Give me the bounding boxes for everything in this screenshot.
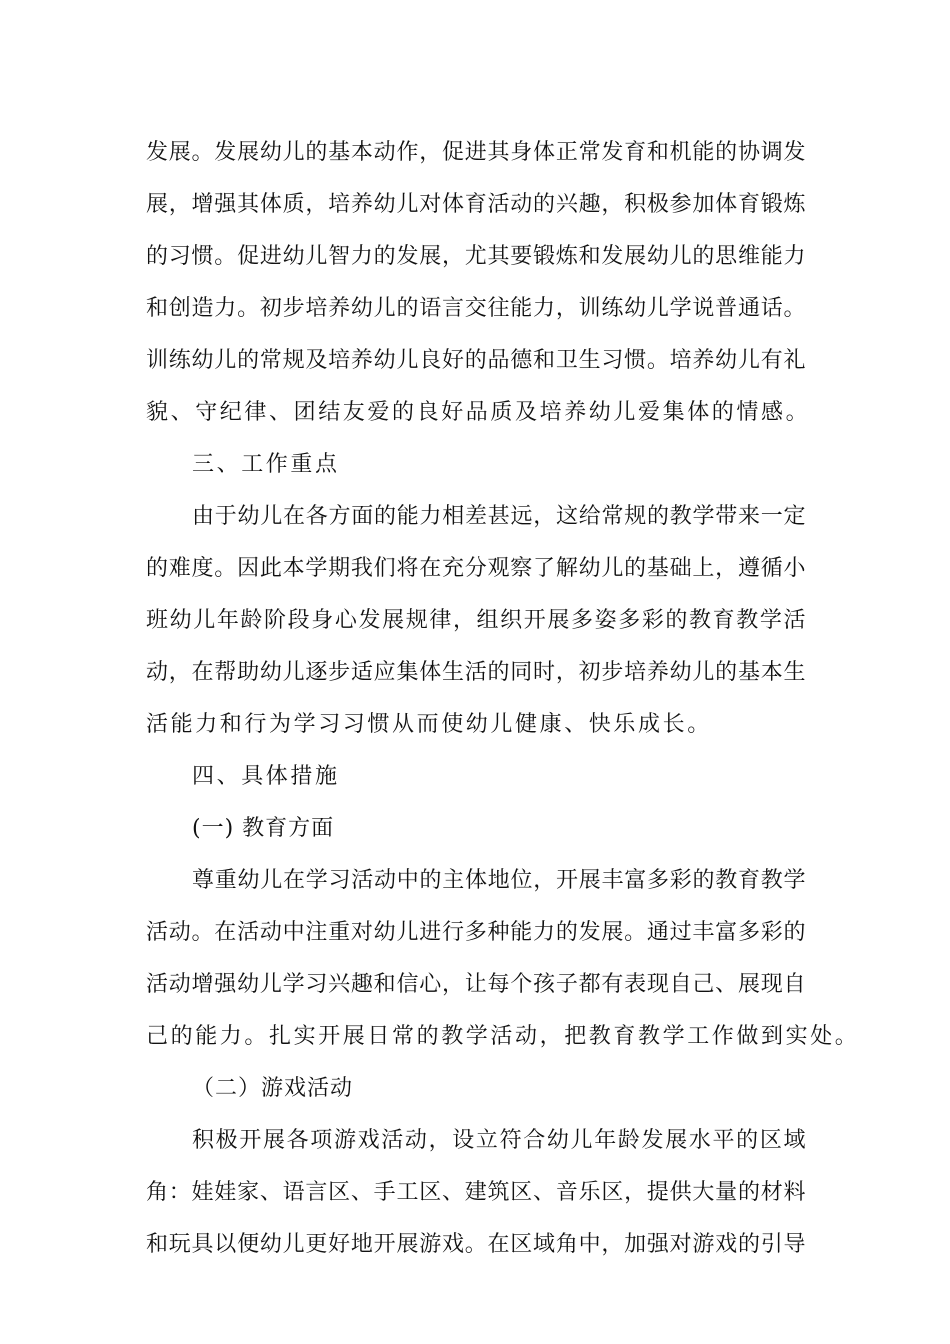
subsection-heading-games: （二）游戏活动 bbox=[192, 1076, 354, 1101]
body-text-line: 活能力和行为学习习惯从而使幼儿健康、快乐成长。 bbox=[146, 712, 712, 737]
subsection-heading-education: (一) 教育方面 bbox=[192, 816, 335, 841]
paragraph-first-line: 由于幼儿在各方面的能力相差甚远，这给常规的教学带来一定 bbox=[192, 504, 806, 529]
body-text-line: 训练幼儿的常规及培养幼儿良好的品德和卫生习惯。培养幼儿有礼 bbox=[146, 348, 806, 373]
body-text-line: 动，在帮助幼儿逐步适应集体生活的同时，初步培养幼儿的基本生 bbox=[146, 660, 806, 685]
body-text-line: 的难度。因此本学期我们将在充分观察了解幼儿的基础上，遵循小 bbox=[146, 556, 806, 581]
body-text-line: 发展。发展幼儿的基本动作，促进其身体正常发育和机能的协调发 bbox=[146, 140, 806, 165]
body-text-line: 的习惯。促进幼儿智力的发展，尤其要锻炼和发展幼儿的思维能力 bbox=[146, 244, 806, 269]
body-text-line: 貌、守纪律、团结友爱的良好品质及培养幼儿爱集体的情感。 bbox=[146, 400, 811, 425]
paragraph-first-line: 积极开展各项游戏活动，设立符合幼儿年龄发展水平的区域 bbox=[192, 1128, 806, 1153]
body-text-line: 和玩具以便幼儿更好地开展游戏。在区域角中，加强对游戏的引导 bbox=[146, 1232, 806, 1257]
section-heading-measures: 四、具体措施 bbox=[192, 764, 340, 789]
body-text-line: 和创造力。初步培养幼儿的语言交往能力，训练幼儿学说普通话。 bbox=[146, 296, 806, 321]
body-text-line: 班幼儿年龄阶段身心发展规律，组织开展多姿多彩的教育教学活 bbox=[146, 608, 806, 633]
body-text-line: 活动增强幼儿学习兴趣和信心，让每个孩子都有表现自己、展现自 bbox=[146, 972, 806, 997]
section-heading-work-focus: 三、工作重点 bbox=[192, 452, 340, 477]
body-text-line: 己的能力。扎实开展日常的教学活动，把教育教学工作做到实处。 bbox=[146, 1024, 860, 1049]
body-text-line: 活动。在活动中注重对幼儿进行多种能力的发展。通过丰富多彩的 bbox=[146, 920, 806, 945]
body-text-line: 角：娃娃家、语言区、手工区、建筑区、音乐区，提供大量的材料 bbox=[146, 1180, 806, 1205]
body-text-line: 展，增强其体质，培养幼儿对体育活动的兴趣，积极参加体育锻炼 bbox=[146, 192, 806, 217]
paragraph-first-line: 尊重幼儿在学习活动中的主体地位，开展丰富多彩的教育教学 bbox=[192, 868, 806, 893]
